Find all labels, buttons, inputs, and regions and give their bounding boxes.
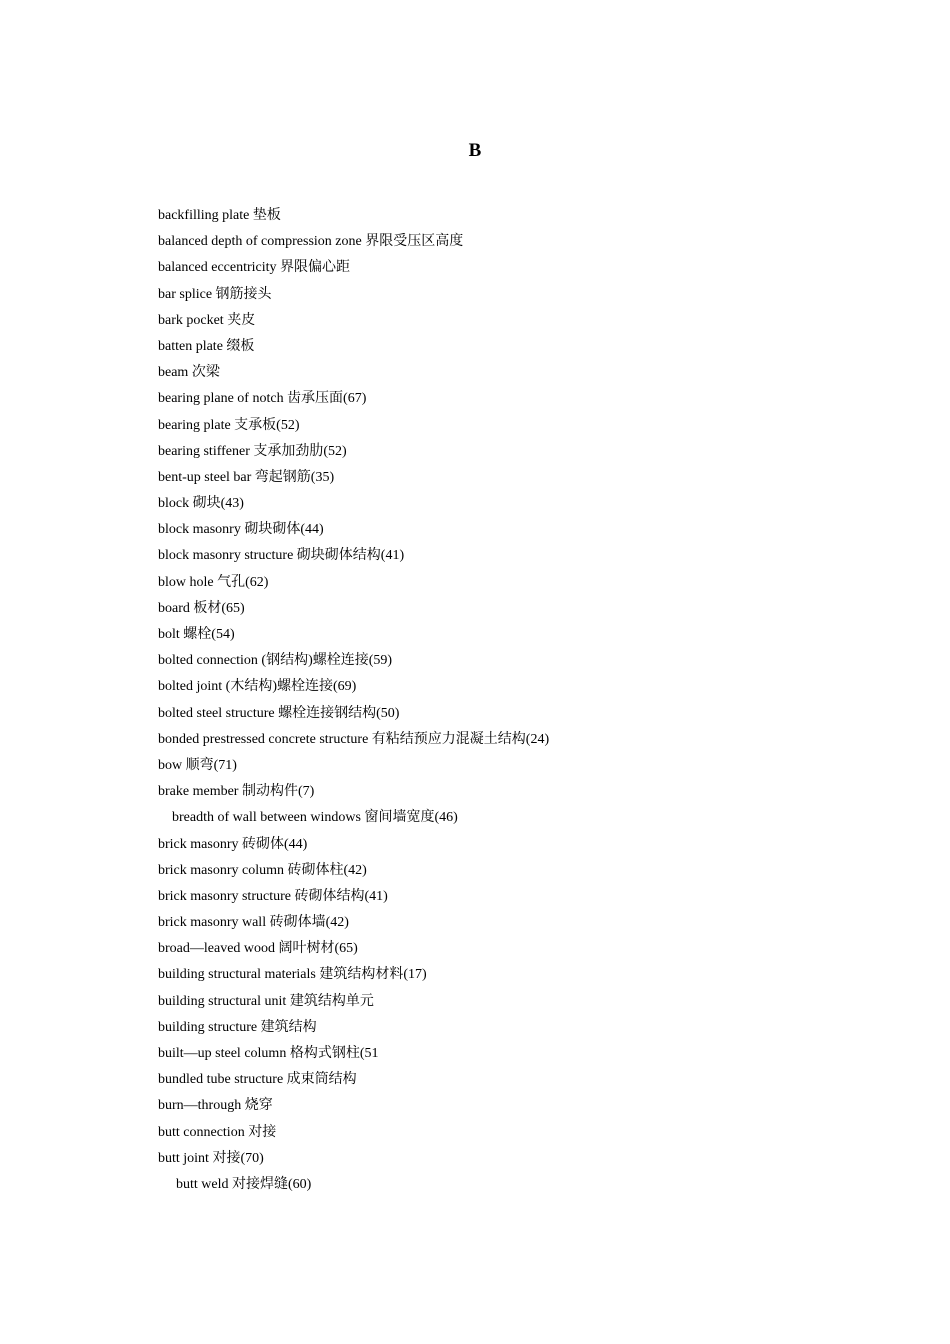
glossary-entry: brick masonry column 砖砌体柱(42): [158, 862, 367, 878]
glossary-entry: bundled tube structure 成束筒结构: [158, 1072, 357, 1088]
glossary-entry: balanced eccentricity 界限偏心距: [158, 260, 351, 276]
glossary-entry: block masonry structure 砌块砌体结构(41): [158, 548, 405, 564]
glossary-entry: bent-up steel bar 弯起钢筋(35): [158, 469, 335, 485]
glossary-entry: bow 顺弯(71): [158, 757, 237, 773]
glossary-entry: burn—through 烧穿: [158, 1098, 273, 1114]
glossary-entry: balanced depth of compression zone 界限受压区高度: [158, 234, 464, 250]
glossary-entry: bearing plane of notch 齿承压面(67): [158, 391, 367, 407]
glossary-entry: brick masonry wall 砖砌体墙(42): [158, 915, 349, 931]
glossary-entry: board 板材(65): [158, 600, 245, 616]
glossary-entry: building structural unit 建筑结构单元: [158, 993, 374, 1009]
glossary-entry: brake member 制动构件(7): [158, 784, 315, 800]
glossary-entry: backfilling plate 垫板: [158, 208, 281, 223]
glossary-entry: blow hole 气孔(62): [158, 574, 269, 590]
glossary-entry: bearing plate 支承板(52): [158, 417, 300, 433]
glossary-entry: bonded prestressed concrete structure 有粘结预应力混凝土结构(24): [158, 731, 550, 747]
glossary-entry: brick masonry 砖砌体(44): [158, 836, 308, 852]
glossary-entry: brick masonry structure 砖砌体结构(41): [158, 888, 388, 904]
glossary-entry: bolted joint (木结构)螺栓连接(69): [158, 679, 357, 695]
glossary-entry: bolt 螺栓(54): [158, 627, 235, 642]
glossary-entry: bolted connection (钢结构)螺栓连接(59): [158, 653, 393, 669]
glossary-entry: beam 次梁: [158, 365, 220, 381]
glossary-entry: block 砌块(43): [158, 496, 244, 512]
glossary-entry: bar splice 钢筋接头: [158, 286, 272, 302]
glossary-entry: bark pocket 夹皮: [158, 312, 256, 328]
glossary-entry: building structural materials 建筑结构材料(17): [158, 967, 427, 983]
glossary-entry: broad—leaved wood 阔叶树材(65): [158, 941, 358, 957]
glossary-entry: butt connection 对接: [158, 1124, 277, 1140]
glossary-entry: bearing stiffener 支承加劲肋(52): [158, 443, 347, 459]
glossary-entry: butt weld 对接焊缝(60): [176, 1176, 312, 1192]
glossary-entry: breadth of wall between windows 窗间墙宽度(46): [172, 810, 458, 826]
glossary-entry: butt joint 对接(70): [158, 1150, 264, 1166]
glossary-entry: building structure 建筑结构: [158, 1019, 317, 1035]
glossary-entry: bolted steel structure 螺栓连接钢结构(50): [158, 705, 400, 721]
section-letter-heading: B: [468, 140, 482, 161]
glossary-entry: built—up steel column 格构式钢柱(51: [158, 1046, 379, 1061]
glossary-entry: block masonry 砌块砌体(44): [158, 522, 324, 538]
glossary-entry-list: [158, 203, 858, 1198]
glossary-entry: batten plate 缀板: [158, 338, 255, 354]
